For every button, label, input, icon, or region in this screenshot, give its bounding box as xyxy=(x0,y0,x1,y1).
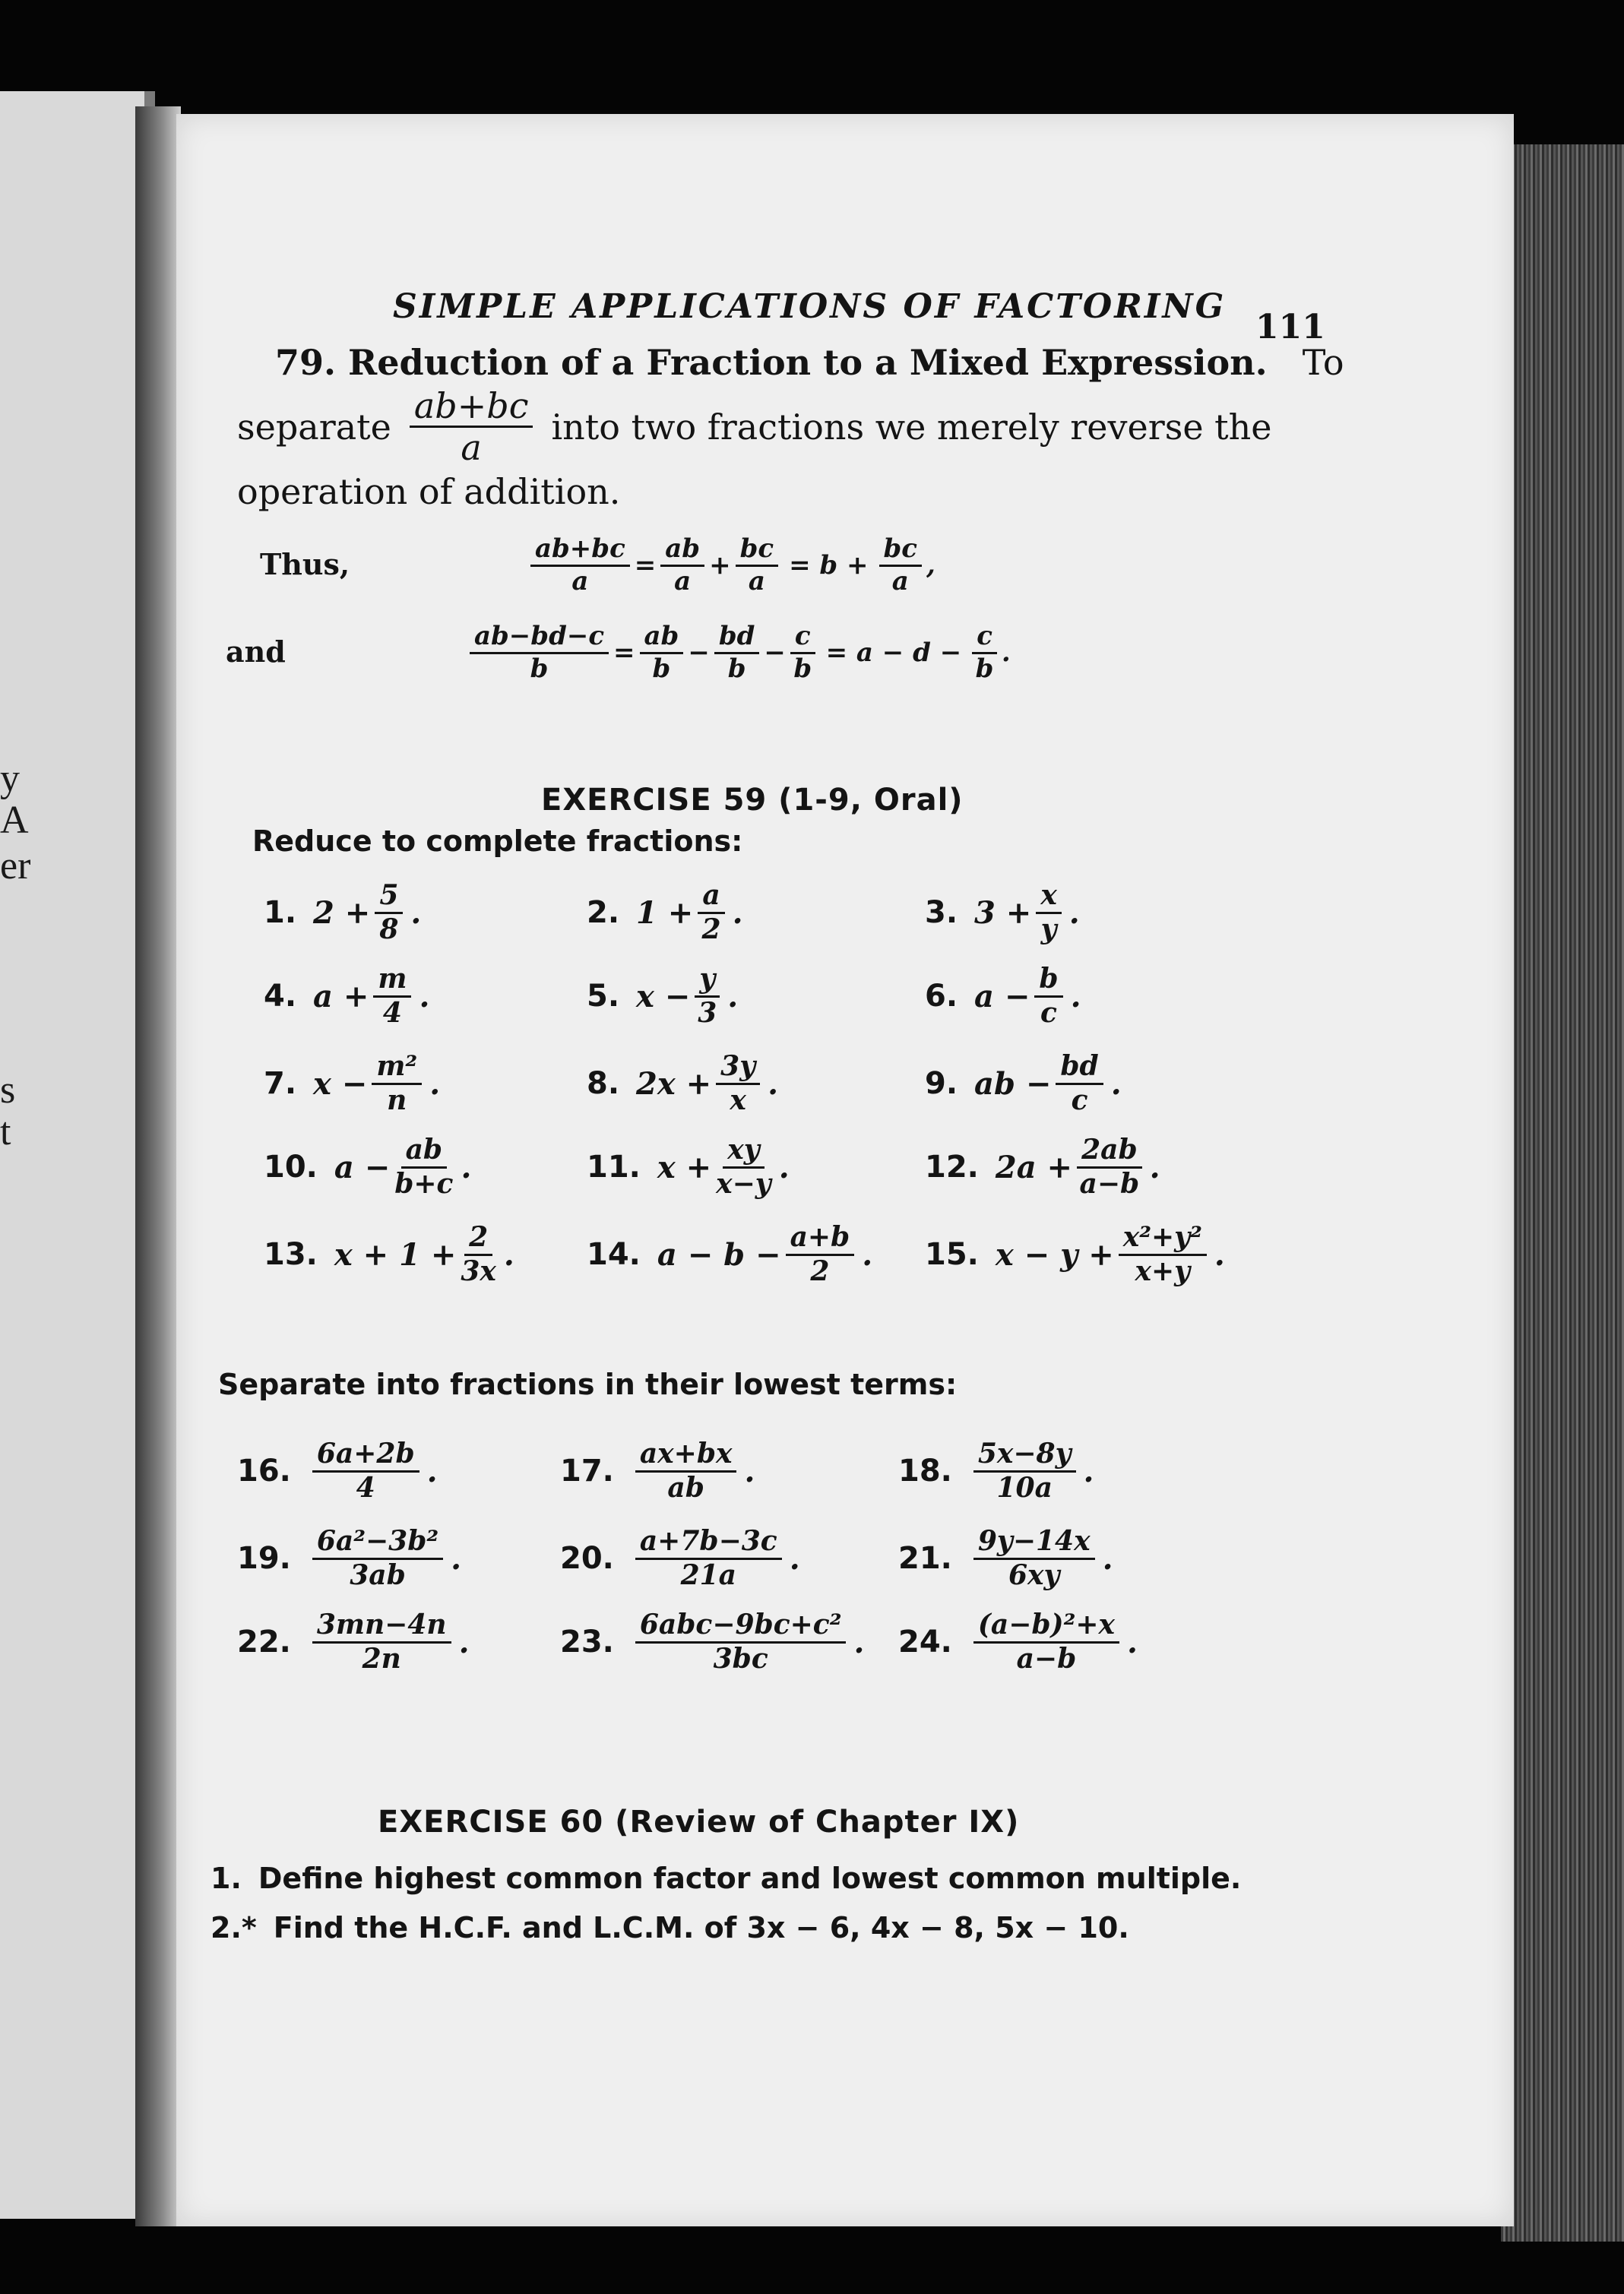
problem-expression xyxy=(969,1527,1113,1590)
problem-expression xyxy=(334,1223,514,1286)
equals-sign: = xyxy=(634,550,657,581)
problem-number: 4. xyxy=(264,979,297,1014)
section-79-line2: operation of addition. xyxy=(237,471,621,512)
running-header: SIMPLE APPLICATIONS OF FACTORING xyxy=(393,287,1227,326)
problem-expression xyxy=(969,1611,1138,1674)
fraction xyxy=(312,1611,451,1674)
period: . xyxy=(1068,894,1080,931)
example-middle: = a − d − xyxy=(825,638,962,669)
fraction xyxy=(373,965,411,1028)
thus-label: Thus, xyxy=(260,547,350,581)
problem-number: 16. xyxy=(237,1454,291,1489)
problem-3 xyxy=(925,881,1080,944)
fraction xyxy=(790,623,815,682)
section-79-line1 xyxy=(237,385,1272,469)
period: . xyxy=(768,1065,779,1102)
problem-number: 23. xyxy=(560,1625,614,1660)
fraction-denominator: 2 xyxy=(701,913,721,945)
fraction-denominator: 3x xyxy=(461,1255,496,1287)
fraction-denominator: b xyxy=(727,653,746,684)
problem-1 xyxy=(264,881,421,944)
problem-prefix: 2 + xyxy=(313,894,371,931)
problem-number: 15. xyxy=(925,1237,979,1273)
review-item-number: 1. xyxy=(211,1862,242,1895)
fraction xyxy=(1056,1052,1103,1115)
fraction-denominator: a−b xyxy=(1079,1167,1140,1200)
section-heading xyxy=(275,342,1344,383)
comma: , xyxy=(926,550,935,581)
problem-number: 3. xyxy=(925,895,958,931)
problem-prefix: 3 + xyxy=(974,894,1032,931)
example-2 xyxy=(465,623,1011,682)
problem-number: 19. xyxy=(237,1541,291,1577)
problem-15 xyxy=(925,1223,1225,1286)
fraction-denominator: a xyxy=(461,427,482,469)
left-edge-letter: y xyxy=(0,757,20,800)
exercise-59-instruction-2: Separate into fractions in their lowest terms: xyxy=(218,1368,958,1401)
example-middle: = b + xyxy=(789,550,869,581)
fraction-numerator: xy xyxy=(723,1136,764,1169)
and-label: and xyxy=(226,634,286,669)
problem-6 xyxy=(925,965,1081,1028)
fraction-denominator: y xyxy=(1040,913,1057,945)
fraction-denominator: ab xyxy=(667,1471,704,1504)
problem-expression xyxy=(636,1052,778,1115)
fraction xyxy=(714,623,760,682)
book-gutter xyxy=(135,106,181,2226)
fraction xyxy=(973,1527,1095,1590)
problem-4 xyxy=(264,965,429,1028)
problem-expression xyxy=(308,1527,461,1590)
fraction xyxy=(736,533,778,596)
fraction-denominator: x xyxy=(730,1084,746,1116)
problem-13 xyxy=(264,1223,514,1286)
problem-expression xyxy=(996,1136,1160,1199)
review-item xyxy=(211,1862,1241,1895)
fraction-denominator: 10a xyxy=(996,1471,1053,1504)
section-79-text: into two fractions we merely reverse the xyxy=(551,406,1272,448)
problem-24 xyxy=(898,1611,1138,1674)
problem-prefix: x + xyxy=(657,1149,712,1185)
fraction-numerator: (a−b)²+x xyxy=(973,1611,1119,1644)
period: . xyxy=(727,978,739,1014)
fraction-denominator: a−b xyxy=(1016,1642,1077,1675)
problem-expression xyxy=(631,1611,865,1674)
fraction-denominator: b xyxy=(975,653,994,684)
problem-prefix: 1 + xyxy=(636,894,694,931)
review-item-text: Find the H.C.F. and L.C.M. of 3x − 6, 4x − 8, 5x − 10. xyxy=(273,1911,1129,1944)
fraction-numerator: bc xyxy=(879,536,922,567)
problem-number: 9. xyxy=(925,1066,958,1102)
problem-prefix: a + xyxy=(313,978,369,1014)
fraction-denominator: 3 xyxy=(698,996,717,1029)
fraction-numerator: a+b xyxy=(786,1223,855,1256)
fraction-numerator: m² xyxy=(372,1052,422,1085)
problem-number: 12. xyxy=(925,1150,979,1185)
equals-sign: = xyxy=(613,638,635,669)
fraction-numerator: ab+bc xyxy=(530,536,630,567)
problem-expression xyxy=(313,1052,440,1115)
period: . xyxy=(1083,1453,1094,1489)
fraction-numerator: ab xyxy=(640,623,684,654)
fraction-numerator: m xyxy=(373,965,411,998)
problem-12 xyxy=(925,1136,1160,1199)
page-number: 111 xyxy=(1255,308,1325,346)
problem-prefix: x − xyxy=(636,978,691,1014)
period: . xyxy=(732,894,743,931)
fraction-denominator: b xyxy=(652,653,671,684)
fraction xyxy=(972,623,997,682)
fraction xyxy=(1119,1223,1207,1286)
fraction-denominator: a xyxy=(674,565,692,596)
problem-number: 2. xyxy=(587,895,620,931)
fraction-denominator: n xyxy=(387,1084,407,1116)
fraction-denominator: 3bc xyxy=(713,1642,768,1675)
problem-prefix: x − y + xyxy=(995,1236,1114,1273)
problem-expression xyxy=(974,965,1081,1028)
fraction-denominator: b xyxy=(530,653,549,684)
left-edge-letter: er xyxy=(0,844,31,888)
problem-19 xyxy=(237,1527,461,1590)
period: . xyxy=(778,1149,790,1185)
fraction-denominator: 21a xyxy=(680,1558,736,1591)
period: . xyxy=(410,894,422,931)
problem-10 xyxy=(264,1136,471,1199)
problem-expression xyxy=(313,881,421,944)
problem-number: 14. xyxy=(587,1237,641,1273)
review-item xyxy=(211,1911,1129,1944)
problem-2 xyxy=(587,881,743,944)
fraction-numerator: 5 xyxy=(375,881,403,914)
fraction xyxy=(635,1527,782,1590)
problem-14 xyxy=(587,1223,872,1286)
minus-sign: − xyxy=(688,638,710,669)
problem-expression xyxy=(334,1136,472,1199)
problem-number: 17. xyxy=(560,1454,614,1489)
fraction xyxy=(635,1440,737,1503)
problem-expression xyxy=(308,1440,438,1503)
problem-expression xyxy=(974,1052,1122,1115)
fraction xyxy=(698,881,724,944)
problem-number: 13. xyxy=(264,1237,318,1273)
fraction-numerator: c xyxy=(790,623,815,654)
problem-number: 20. xyxy=(560,1541,614,1577)
problem-prefix: 2x + xyxy=(636,1065,712,1102)
exercise-60-title: EXERCISE 60 (Review of Chapter IX) xyxy=(378,1805,1020,1840)
problem-23 xyxy=(560,1611,864,1674)
problem-number: 6. xyxy=(925,979,958,1014)
period: . xyxy=(461,1149,472,1185)
fraction-numerator: 2ab xyxy=(1077,1136,1142,1169)
period: . xyxy=(426,1453,438,1489)
fraction-numerator: x xyxy=(1036,881,1061,914)
problem-prefix: x + 1 + xyxy=(334,1236,457,1273)
period: . xyxy=(429,1065,441,1102)
fraction-numerator: ab+bc xyxy=(410,388,533,428)
fraction-numerator: ab xyxy=(660,536,704,567)
problem-prefix: a − xyxy=(974,978,1030,1014)
problem-16 xyxy=(237,1440,438,1503)
problem-number: 22. xyxy=(237,1625,291,1660)
period: . xyxy=(419,978,430,1014)
fraction xyxy=(973,1440,1076,1503)
fraction-denominator: 8 xyxy=(379,913,399,945)
fraction xyxy=(973,1611,1119,1674)
problem-number: 18. xyxy=(898,1454,952,1489)
problem-number: 5. xyxy=(587,979,620,1014)
problem-number: 10. xyxy=(264,1150,318,1185)
plus-sign: + xyxy=(709,550,731,581)
fraction xyxy=(1077,1136,1142,1199)
fraction xyxy=(635,1611,847,1674)
fraction-numerator: ab xyxy=(401,1136,448,1169)
period: . xyxy=(862,1236,873,1273)
problem-21 xyxy=(898,1527,1113,1590)
problem-9 xyxy=(925,1052,1122,1115)
fraction-numerator: 3mn−4n xyxy=(312,1611,451,1644)
section-79-to: To xyxy=(1302,342,1344,383)
problem-expression xyxy=(313,965,429,1028)
period: . xyxy=(458,1624,470,1660)
problem-prefix: ab − xyxy=(974,1065,1052,1102)
review-item-text: Define highest common factor and lowest common multiple. xyxy=(258,1862,1242,1895)
problem-expression xyxy=(657,1136,790,1199)
fraction-numerator: bd xyxy=(714,623,760,654)
problem-expression xyxy=(969,1440,1094,1503)
period: . xyxy=(451,1540,462,1577)
fraction-numerator: ab−bd−c xyxy=(470,623,609,654)
fraction xyxy=(786,1223,855,1286)
book-page xyxy=(176,114,1514,2226)
period: . xyxy=(744,1453,755,1489)
fraction xyxy=(716,1136,771,1199)
problem-expression xyxy=(631,1527,800,1590)
exercise-59-instruction: Reduce to complete fractions: xyxy=(252,824,743,858)
fraction xyxy=(1036,881,1061,944)
fraction xyxy=(372,1052,422,1115)
fraction-numerator: ax+bx xyxy=(635,1440,737,1473)
fraction-numerator: y xyxy=(695,965,720,998)
fraction-numerator: bc xyxy=(736,536,778,567)
left-edge-letter: s xyxy=(0,1068,16,1112)
fraction-numerator: c xyxy=(972,623,997,654)
page-edges xyxy=(1501,144,1624,2242)
fraction-denominator: x+y xyxy=(1135,1255,1191,1287)
fraction-numerator: 3y xyxy=(716,1052,760,1085)
left-edge-letter: t xyxy=(0,1110,11,1153)
problem-expression xyxy=(636,881,743,944)
fraction xyxy=(879,533,922,596)
fraction-denominator: a xyxy=(571,565,589,596)
period: . xyxy=(1001,638,1011,669)
problem-prefix: x − xyxy=(313,1065,368,1102)
exercise-59-title: EXERCISE 59 (1-9, Oral) xyxy=(541,783,964,818)
minus-sign: − xyxy=(764,638,786,669)
period: . xyxy=(1102,1540,1113,1577)
fraction-numerator: bd xyxy=(1056,1052,1103,1085)
fraction xyxy=(312,1527,443,1590)
problem-expression xyxy=(308,1611,470,1674)
fraction-denominator: a xyxy=(748,565,765,596)
fraction-denominator: 4 xyxy=(382,996,402,1029)
fraction-numerator: 6a²−3b² xyxy=(312,1527,443,1560)
fraction-denominator: a xyxy=(891,565,909,596)
problem-20 xyxy=(560,1527,800,1590)
period: . xyxy=(503,1236,514,1273)
problem-17 xyxy=(560,1440,755,1503)
period: . xyxy=(1214,1236,1225,1273)
left-edge-letter: A xyxy=(0,799,29,842)
problem-22 xyxy=(237,1611,470,1674)
example-1 xyxy=(526,533,935,596)
problem-number: 24. xyxy=(898,1625,952,1660)
fraction-denominator: b+c xyxy=(394,1167,454,1200)
problem-prefix: a − b − xyxy=(657,1236,781,1273)
fraction xyxy=(640,623,684,682)
fraction-denominator: 6xy xyxy=(1008,1558,1060,1591)
fraction-denominator: c xyxy=(1071,1084,1088,1116)
problem-number: 7. xyxy=(264,1066,297,1102)
problem-7 xyxy=(264,1052,440,1115)
fraction xyxy=(1034,965,1062,1028)
fraction-denominator: 3ab xyxy=(350,1558,406,1591)
fraction-denominator: b xyxy=(793,653,812,684)
period: . xyxy=(1110,1065,1122,1102)
problem-number: 1. xyxy=(264,895,297,931)
problem-expression xyxy=(631,1440,755,1503)
fraction xyxy=(470,623,609,682)
review-item-number: 2.* xyxy=(211,1911,257,1944)
fraction-numerator: 9y−14x xyxy=(973,1527,1095,1560)
fraction-numerator: 5x−8y xyxy=(973,1440,1076,1473)
problem-expression xyxy=(657,1223,872,1286)
separate-word: separate xyxy=(237,406,391,448)
fraction xyxy=(660,533,704,596)
problem-11 xyxy=(587,1136,790,1199)
fraction xyxy=(461,1223,496,1286)
fraction-denominator: 2 xyxy=(810,1255,830,1287)
fraction-numerator: a xyxy=(698,881,724,914)
problem-prefix: 2a + xyxy=(995,1149,1073,1185)
fraction-denominator: x−y xyxy=(716,1167,771,1200)
fraction-numerator: 2 xyxy=(464,1223,492,1256)
problem-5 xyxy=(587,965,738,1028)
period: . xyxy=(1126,1624,1138,1660)
fraction-numerator: x²+y² xyxy=(1119,1223,1207,1256)
fraction xyxy=(312,1440,419,1503)
fraction xyxy=(695,965,720,1028)
section-79-heading: 79. Reduction of a Fraction to a Mixed Expression. xyxy=(275,342,1268,383)
problem-expression xyxy=(636,965,738,1028)
fraction-denominator: c xyxy=(1040,996,1057,1029)
period: . xyxy=(853,1624,865,1660)
fraction xyxy=(375,881,403,944)
period: . xyxy=(1070,978,1081,1014)
fraction-numerator: b xyxy=(1034,965,1062,998)
problem-prefix: a − xyxy=(334,1149,391,1185)
fraction xyxy=(530,533,630,596)
fraction xyxy=(394,1136,453,1199)
problem-number: 21. xyxy=(898,1541,952,1577)
problem-18 xyxy=(898,1440,1094,1503)
problem-expression xyxy=(974,881,1080,944)
fraction xyxy=(716,1052,760,1115)
problem-expression xyxy=(996,1223,1225,1286)
fraction-denominator: 2n xyxy=(362,1642,401,1675)
fraction-numerator: 6abc−9bc+c² xyxy=(635,1611,847,1644)
fraction-numerator: a+7b−3c xyxy=(635,1527,782,1560)
fraction-denominator: 4 xyxy=(356,1471,375,1504)
period: . xyxy=(789,1540,800,1577)
fraction xyxy=(410,385,533,469)
left-page xyxy=(0,91,155,2219)
problem-number: 11. xyxy=(587,1150,641,1185)
problem-number: 8. xyxy=(587,1066,620,1102)
period: . xyxy=(1149,1149,1160,1185)
problem-8 xyxy=(587,1052,778,1115)
fraction-numerator: 6a+2b xyxy=(312,1440,419,1473)
